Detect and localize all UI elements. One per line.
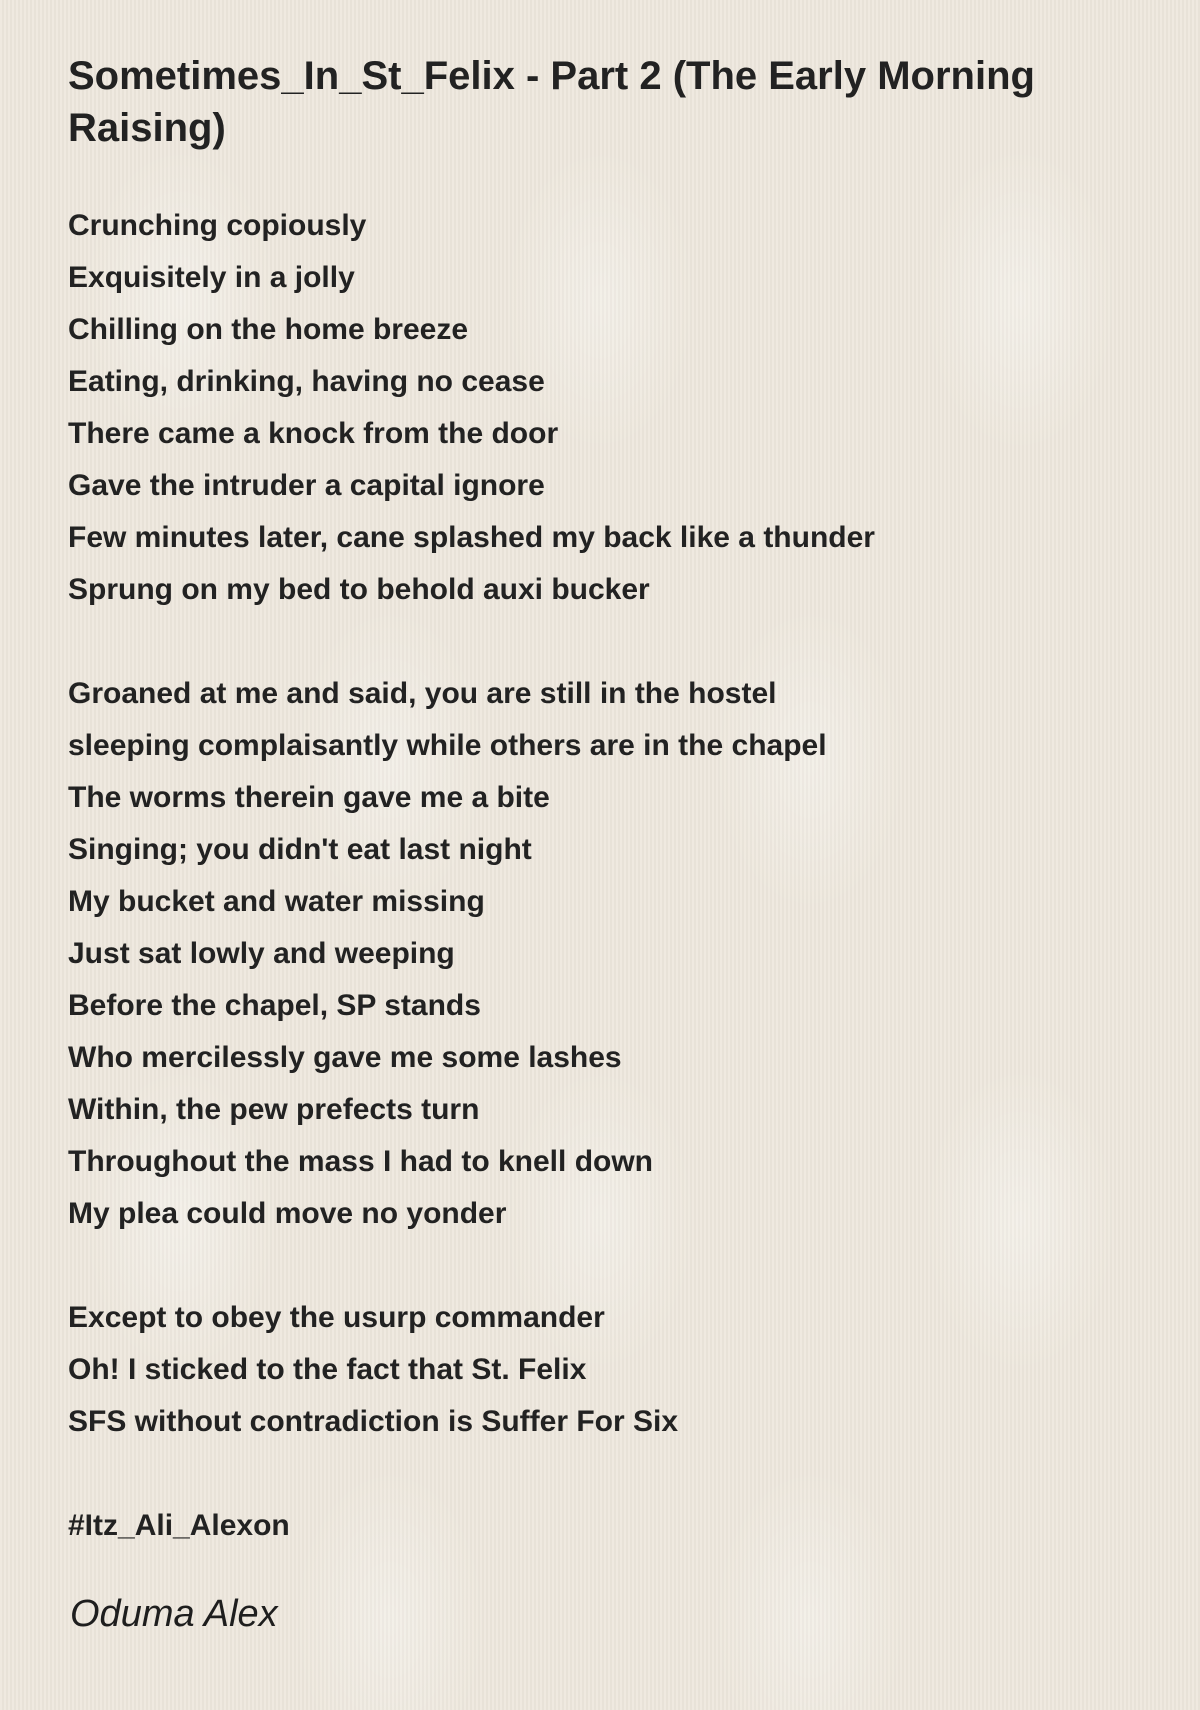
poem-line: Gave the intruder a capital ignore [68,469,545,502]
poem-line: Chilling on the home breeze [68,313,469,346]
poem-author: Oduma Alex [70,1593,278,1635]
poem-line: Oh! I sticked to the fact that St. Felix [68,1353,587,1386]
poem-hashtag: #Itz_Ali_Alexon [68,1509,290,1542]
poem-line: Sprung on my bed to behold auxi bucker [68,573,650,606]
poem-title: Sometimes_In_St_Felix - Part 2 (The Early Morning Raising) [68,54,1035,150]
poem-line: There came a knock from the door [68,417,559,450]
stanza-2 [68,668,1128,1240]
poem-line: Who mercilessly gave me some lashes [68,1041,622,1074]
poem-line: sleeping complaisantly while others are in the chapel [68,729,827,762]
poem-line: Within, the pew prefects turn [68,1093,480,1126]
poem-line: Throughout the mass I had to knell down [68,1145,653,1178]
stanza-1 [68,200,1128,616]
poem-line: Singing; you didn't eat last night [68,833,532,866]
stanza-3 [68,1292,1128,1448]
poem-line: Just sat lowly and weeping [68,937,455,970]
poem-line: Few minutes later, cane splashed my back like a thunder [68,521,875,554]
poem-line: My plea could move no yonder [68,1197,507,1230]
poem-line: Exquisitely in a jolly [68,261,355,294]
poem-line: The worms therein gave me a bite [68,781,550,814]
poem-body [68,200,1128,1552]
poem-line: My bucket and water missing [68,885,485,918]
poem-line: Except to obey the usurp commander [68,1301,605,1334]
poem-line: Groaned at me and said, you are still in the hostel [68,677,777,710]
poem-line: SFS without contradiction is Suffer For Six [68,1405,679,1438]
poem-line: Crunching copiously [68,209,367,242]
poem-line: Eating, drinking, having no cease [68,365,545,398]
poem-page [68,50,1128,1640]
poem-line: Before the chapel, SP stands [68,989,481,1022]
